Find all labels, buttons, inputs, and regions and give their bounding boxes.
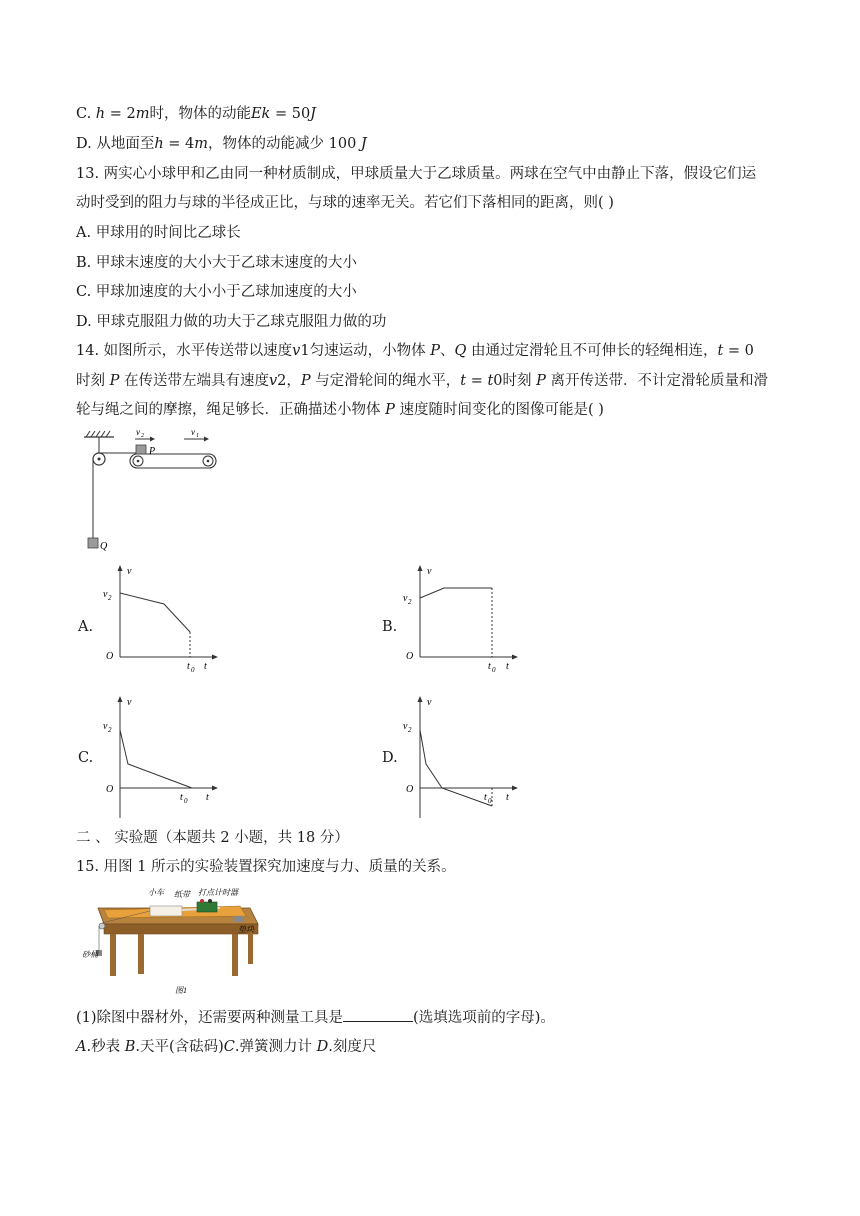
q13-option-c: C. 甲球加速度的大小小于乙球加速度的大小: [76, 284, 357, 300]
bucket-label: 砂桶: [82, 950, 98, 959]
q13-option-b: B. 甲球末速度的大小大于乙球末速度的大小: [76, 255, 357, 271]
timer-label: 打点计时器: [198, 888, 238, 897]
figure-caption: 图1: [175, 986, 187, 995]
t0-tick-sub: 0: [191, 666, 195, 674]
v2-tick-sub: 2: [108, 594, 112, 602]
q13-stem-2: 动时受到的阻力与球的半径成正比，与球的速率无关。若它们下落相同的距离，则( ): [76, 195, 614, 211]
origin: O: [406, 784, 414, 795]
v1-label: v: [191, 427, 195, 437]
cart-label: 小车: [148, 888, 164, 897]
v2-tick: v: [403, 593, 408, 604]
origin: O: [406, 651, 414, 662]
t0-tick: t: [187, 661, 190, 672]
v2-tick: v: [103, 721, 108, 732]
pad-label: 垫块: [238, 925, 254, 934]
t0-tick-sub: 0: [184, 797, 188, 805]
t0-tick-sub: 0: [488, 797, 492, 805]
p-label: P: [149, 446, 156, 457]
q15-stem: 15. 用图 1 所示的实验装置探究加速度与力、质量的关系。: [76, 859, 456, 875]
q13-option-a: A. 甲球用的时间比乙球长: [76, 225, 241, 241]
option-b-label: B.: [382, 619, 398, 635]
q15-part1-prefix: (1)除图中器材外，还需要两种测量工具是: [76, 1010, 344, 1026]
q13-option-d: D. 甲球克服阻力做的功大于乙球克服阻力做的功: [76, 314, 387, 330]
section-2-title: 二 、 实验题（本题共 2 小题，共 18 分）: [76, 830, 349, 846]
graph-c: [100, 694, 220, 819]
q14-stem-3: 轮与绳之间的摩擦，绳足够长．正确描述小物体 𝑃 速度随时间变化的图像可能是( ): [76, 402, 604, 418]
origin: O: [106, 651, 114, 662]
q15-part1-suffix: (选填选项前的字母)。: [413, 1010, 555, 1026]
q14-stem-2: 时刻 𝑃 在传送带左端具有速度𝑣2，𝑃 与定滑轮间的绳水平，𝑡 = 𝑡0时刻 𝑃 离开传送带．不计定滑轮质量和滑: [76, 373, 768, 389]
q14-stem-1: 14. 如图所示，水平传送带以速度𝑣1匀速运动，小物体 𝑃、𝑄 由通过定滑轮且不可伸长的轻绳相连，𝑡 = 0: [76, 343, 754, 359]
q15-part1: [76, 1007, 555, 1028]
option-d-label: D.: [382, 750, 398, 766]
v2-tick-sub: 2: [408, 726, 412, 734]
axis-v: v: [127, 697, 132, 708]
lab-apparatus-figure: [80, 882, 265, 998]
t0-tick: t: [484, 792, 487, 803]
origin: O: [106, 784, 114, 795]
t0-tick: t: [180, 792, 183, 803]
axis-t: t: [204, 661, 207, 672]
axis-v: v: [427, 566, 432, 577]
option-a-label: A.: [78, 619, 94, 635]
axis-t: t: [506, 792, 509, 803]
option-c-label: C.: [78, 750, 94, 766]
t0-tick-sub: 0: [492, 666, 496, 674]
option-d-q12: D. 从地面至ℎ = 4𝑚，物体的动能减少 100 𝐽: [76, 136, 367, 152]
v2-tick-sub: 2: [408, 598, 412, 606]
graph-b: [400, 563, 520, 678]
v2-tick-sub: 2: [108, 726, 112, 734]
v2-tick: v: [403, 721, 408, 732]
conveyor-figure: [80, 425, 240, 560]
axis-t: t: [206, 792, 209, 803]
q-label: Q: [100, 541, 108, 552]
v2-label: v: [136, 427, 140, 437]
axis-v: v: [427, 697, 432, 708]
t0-tick: t: [488, 661, 491, 672]
option-c-q12: C. ℎ = 2𝑚时，物体的动能𝐸𝑘 = 50𝐽: [76, 106, 316, 122]
v2-sub: 2: [141, 433, 144, 439]
axis-v: v: [127, 566, 132, 577]
q15-options: 𝐴.秒表 𝐵.天平(含砝码)𝐶.弹簧测力计 𝐷.刻度尺: [76, 1039, 377, 1055]
v1-sub: 1: [196, 433, 199, 439]
axis-t: t: [506, 661, 509, 672]
tape-label: 纸带: [174, 890, 190, 899]
graph-a: [100, 563, 220, 678]
v2-tick: v: [103, 589, 108, 600]
graph-d: [400, 694, 520, 819]
q13-stem-1: 13. 两实心小球甲和乙由同一种材质制成，甲球质量大于乙球质量。两球在空气中由静止下落，假设它们运: [76, 166, 757, 182]
answer-blank[interactable]: [343, 1007, 413, 1022]
